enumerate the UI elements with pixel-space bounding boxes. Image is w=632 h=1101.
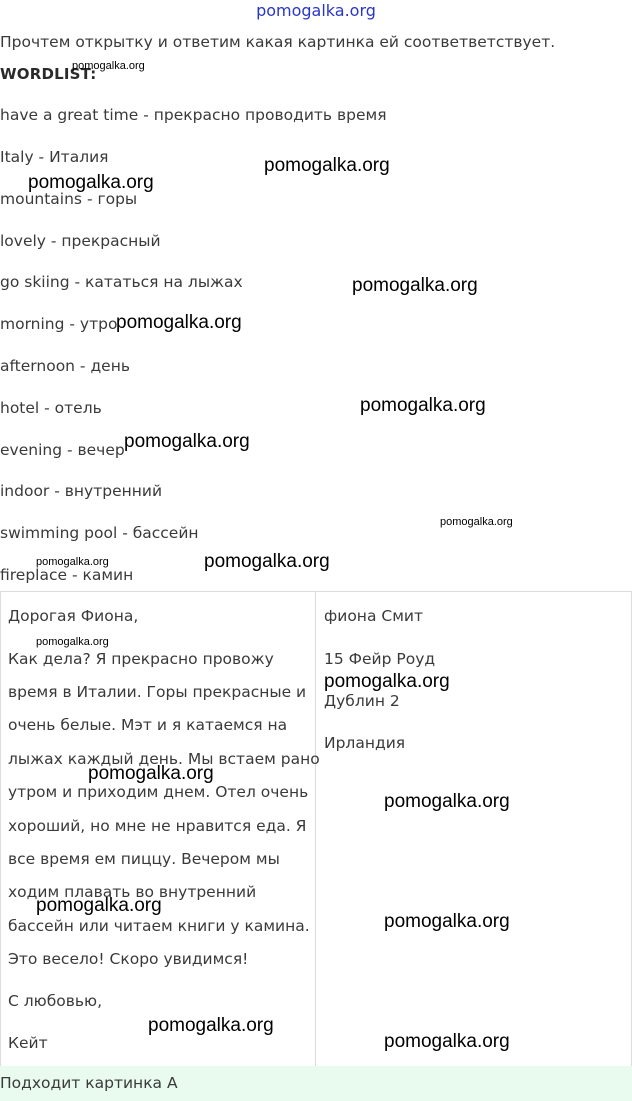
letter-line: бассейн или читаем книги у камина. <box>8 917 310 935</box>
watermark: pomogalka.org <box>384 911 510 932</box>
letter-line: Дорогая Фиона, <box>8 607 139 625</box>
wordlist-item: swimming pool - бассейн <box>0 524 199 542</box>
intro-text: Прочтем открытку и ответим какая картинка ей соответветствует. <box>0 33 556 51</box>
watermark: pomogalka.org <box>36 556 109 568</box>
wordlist-item: mountains - горы <box>0 190 138 208</box>
letter-line: ходим плавать во внутренний <box>8 883 257 901</box>
watermark: pomogalka.org <box>88 763 214 784</box>
letter-line: хороший, но мне не нравится еда. Я <box>8 817 307 835</box>
watermark: pomogalka.org <box>124 431 250 452</box>
wordlist-item: hotel - отель <box>0 399 102 417</box>
watermark: pomogalka.org <box>72 60 145 72</box>
wordlist-item: go skiing - кататься на лыжах <box>0 273 243 291</box>
address-line: фиона Смит <box>324 607 423 625</box>
watermark: pomogalka.org <box>440 516 513 528</box>
letter-line: С любовью, <box>8 992 102 1010</box>
wordlist-item: Italy - Италия <box>0 148 109 166</box>
postcard <box>0 591 632 1066</box>
wordlist-item: morning - утро <box>0 315 118 333</box>
watermark: pomogalka.org <box>36 895 162 916</box>
letter-line: Как дела? Я прекрасно провожу <box>8 650 274 668</box>
address-line: 15 Фейр Роуд <box>324 650 436 668</box>
letter-line: Это весело! Скоро увидимся! <box>8 950 249 968</box>
watermark: pomogalka.org <box>264 155 390 176</box>
wordlist-item: afternoon - день <box>0 357 130 375</box>
watermark: pomogalka.org <box>384 1031 510 1052</box>
answer-box <box>0 1066 632 1101</box>
answer-text: Подходит картинка А <box>0 1074 178 1092</box>
letter-line: очень белые. Мэт и я катаемся на <box>8 716 288 734</box>
wordlist-item: fireplace - камин <box>0 566 134 584</box>
watermark: pomogalka.org <box>204 551 330 572</box>
wordlist-item: indoor - внутренний <box>0 482 163 500</box>
letter-line: Кейт <box>8 1034 48 1052</box>
wordlist-item: lovely - прекрасный <box>0 232 161 250</box>
site-title: pomogalka.org <box>256 1 376 20</box>
wordlist-item: have a great time - прекрасно проводить время <box>0 106 387 124</box>
postcard-divider <box>315 592 316 1066</box>
wordlist-heading: WORDLIST: <box>0 65 97 83</box>
letter-line: лыжах каждый день. Мы встаем рано <box>8 750 320 768</box>
watermark: pomogalka.org <box>324 671 450 692</box>
letter-line: утром и приходим днем. Отел очень <box>8 783 309 801</box>
watermark: pomogalka.org <box>28 172 154 193</box>
address-line: Дублин 2 <box>324 692 400 710</box>
watermark: pomogalka.org <box>384 791 510 812</box>
address-line: Ирландия <box>324 734 406 752</box>
watermark: pomogalka.org <box>116 312 242 333</box>
watermark: pomogalka.org <box>36 636 109 648</box>
letter-line: все время ем пиццу. Вечером мы <box>8 850 280 868</box>
wordlist-item: evening - вечер <box>0 441 125 459</box>
watermark: pomogalka.org <box>148 1015 274 1036</box>
watermark: pomogalka.org <box>360 395 486 416</box>
watermark: pomogalka.org <box>352 275 478 296</box>
letter-line: время в Италии. Горы прекрасные и <box>8 683 307 701</box>
